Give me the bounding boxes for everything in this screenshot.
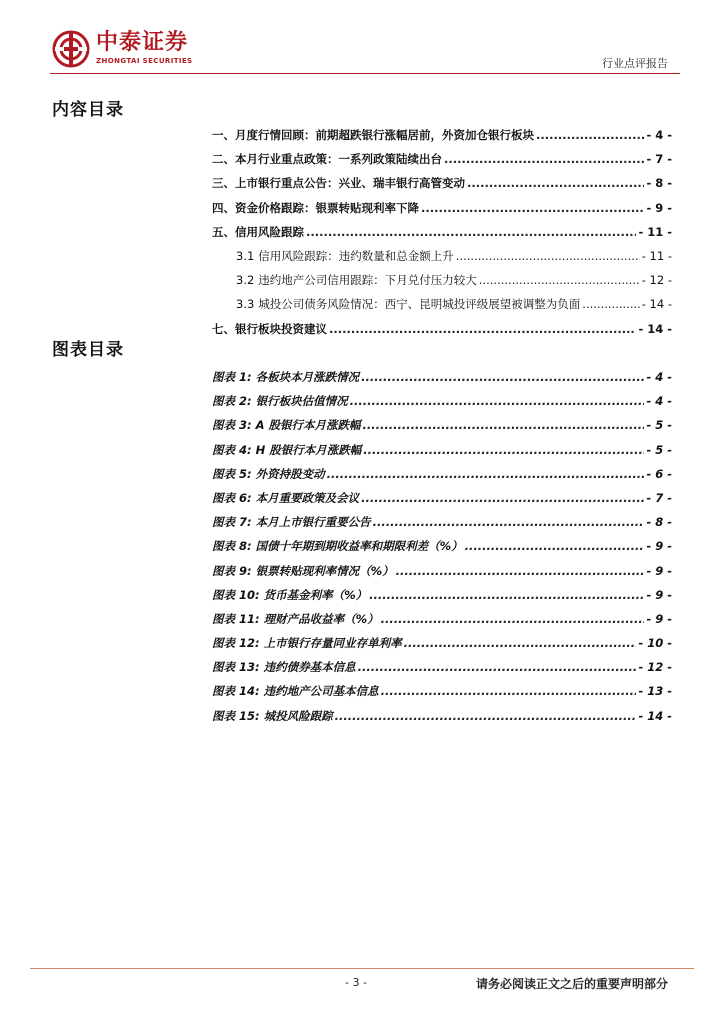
toc-item-text: 七、银行板块投资建议 bbox=[212, 321, 327, 336]
figure-item[interactable] bbox=[212, 466, 672, 490]
figure-caption: 银票转贴现利率情况（%） bbox=[255, 563, 394, 578]
figure-page: - 9 - bbox=[646, 587, 672, 602]
figure-label: 图表 3: bbox=[212, 418, 252, 433]
figure-caption: 货币基金利率（%） bbox=[263, 587, 368, 602]
toc-item-page: - 12 - bbox=[641, 273, 672, 288]
footer-disclaimer: 请务必阅读正文之后的重要声明部分 bbox=[475, 977, 668, 991]
figure-caption: 违约债券基本信息 bbox=[263, 660, 356, 675]
figure-page: - 14 - bbox=[638, 708, 672, 723]
figure-caption: 银行板块估值情况 bbox=[255, 394, 348, 409]
figure-item[interactable] bbox=[212, 369, 672, 393]
figure-label: 图表 7: bbox=[212, 515, 252, 530]
toc-leader bbox=[381, 612, 645, 626]
figure-label: 图表 4: bbox=[212, 442, 252, 457]
toc-item-text: 四、资金价格跟踪：银票转贴现利率下降 bbox=[212, 200, 419, 215]
figure-page: - 7 - bbox=[646, 490, 672, 505]
toc-item-page: - 4 - bbox=[646, 128, 672, 142]
figure-label: 图表 13: bbox=[212, 660, 260, 675]
toc-item[interactable] bbox=[212, 200, 672, 224]
figure-label: 图表 8: bbox=[212, 539, 252, 554]
figure-page: - 9 - bbox=[646, 563, 672, 578]
figure-caption: 各板块本月涨跌情况 bbox=[255, 370, 360, 384]
toc-item-text: 信用风险跟踪：违约数量和总金额上升 bbox=[258, 248, 454, 263]
toc-item-page: - 14 - bbox=[638, 321, 672, 336]
figure-item[interactable] bbox=[212, 635, 672, 659]
figure-label: 图表 5: bbox=[212, 466, 252, 481]
toc-item-page: - 9 - bbox=[646, 200, 672, 215]
figure-caption: A 股银行本月涨跌幅 bbox=[255, 418, 361, 433]
figure-label: 图表 9: bbox=[212, 563, 252, 578]
toc-leader bbox=[358, 660, 637, 674]
figure-label: 图表 11: bbox=[212, 611, 260, 626]
toc-subitem[interactable] bbox=[212, 296, 672, 320]
figures-title: 图表目录 bbox=[52, 340, 124, 360]
figure-page: - 13 - bbox=[638, 684, 672, 699]
figure-label: 图表 2: bbox=[212, 394, 252, 409]
toc-leader bbox=[363, 418, 645, 432]
figure-item[interactable] bbox=[212, 393, 672, 417]
figure-caption: 国债十年期到期收益率和期限利差（%） bbox=[255, 539, 463, 554]
toc-leader bbox=[536, 128, 644, 142]
header-divider bbox=[50, 73, 680, 74]
figure-page: - 5 - bbox=[646, 418, 672, 433]
figure-caption: 理财产品收益率（%） bbox=[263, 611, 379, 626]
toc-item[interactable] bbox=[212, 151, 672, 175]
figure-label: 图表 15: bbox=[212, 708, 260, 723]
toc-item-page: - 7 - bbox=[646, 152, 672, 167]
figure-page: - 4 - bbox=[646, 394, 672, 409]
toc-leader bbox=[361, 491, 644, 505]
toc-subitem[interactable] bbox=[212, 248, 672, 272]
toc-item-page: - 8 - bbox=[646, 176, 672, 191]
figure-item[interactable] bbox=[212, 514, 672, 538]
toc-item-text: 五、信用风险跟踪 bbox=[212, 224, 304, 239]
figure-page: - 5 - bbox=[646, 442, 672, 457]
toc-leader bbox=[465, 539, 645, 553]
figures-list bbox=[212, 369, 672, 732]
toc-subitem-number: 3.2 bbox=[236, 273, 255, 288]
figure-label: 图表 6: bbox=[212, 490, 252, 505]
toc-leader bbox=[329, 322, 636, 336]
figure-item[interactable] bbox=[212, 683, 672, 707]
page-header bbox=[0, 0, 724, 90]
figure-caption: 本月重要政策及会议 bbox=[255, 490, 360, 505]
toc-item-text: 违约地产公司信用跟踪：下月兑付压力较大 bbox=[258, 273, 477, 288]
toc-item[interactable] bbox=[212, 127, 672, 151]
toc-leader bbox=[306, 225, 636, 239]
figure-item[interactable] bbox=[212, 659, 672, 683]
toc-leader bbox=[444, 152, 644, 166]
toc-item[interactable] bbox=[212, 224, 672, 248]
toc-leader bbox=[363, 443, 644, 457]
logo-cn-text: 中泰证券 bbox=[96, 30, 189, 55]
contents-title: 内容目录 bbox=[52, 100, 124, 120]
toc-leader bbox=[350, 394, 645, 408]
toc-item-text: 城投公司债务风险情况：西宁、昆明城投评级展望被调整为负面 bbox=[258, 297, 581, 312]
figure-label: 图表 1: bbox=[212, 370, 252, 384]
toc-leader bbox=[582, 297, 639, 311]
company-logo bbox=[52, 30, 222, 70]
figure-page: - 8 - bbox=[646, 515, 672, 530]
toc-leader bbox=[479, 273, 640, 287]
toc-item-page: - 11 - bbox=[638, 224, 672, 239]
figure-caption: 外资持股变动 bbox=[255, 466, 325, 481]
figure-caption: 本月上市银行重要公告 bbox=[255, 515, 371, 530]
toc-leader bbox=[456, 249, 640, 263]
footer-divider bbox=[30, 968, 694, 969]
figure-page: - 6 - bbox=[646, 466, 672, 481]
figure-label: 图表 14: bbox=[212, 684, 260, 699]
figure-item[interactable] bbox=[212, 563, 672, 587]
toc-leader bbox=[396, 564, 645, 578]
figure-page: - 4 - bbox=[646, 370, 672, 384]
figure-item[interactable] bbox=[212, 417, 672, 441]
figure-item[interactable] bbox=[212, 611, 672, 635]
toc-leader bbox=[335, 709, 637, 723]
figure-item[interactable] bbox=[212, 587, 672, 611]
figure-caption: 违约地产公司基本信息 bbox=[263, 684, 379, 699]
contents-list bbox=[212, 127, 672, 345]
toc-item[interactable] bbox=[212, 321, 672, 345]
report-type-label: 行业点评报告 bbox=[602, 57, 668, 70]
toc-item-text: 三、上市银行重点公告：兴业、瑞丰银行高管变动 bbox=[212, 176, 465, 191]
toc-leader bbox=[404, 636, 637, 650]
toc-leader bbox=[421, 201, 644, 215]
figure-page: - 9 - bbox=[646, 539, 672, 554]
toc-item[interactable] bbox=[212, 175, 672, 199]
toc-subitem[interactable] bbox=[212, 272, 672, 296]
toc-item-text: 二、本月行业重点政策：一系列政策陆续出台 bbox=[212, 152, 442, 167]
figure-caption: 上市银行存量同业存单利率 bbox=[263, 636, 402, 651]
toc-leader bbox=[369, 588, 644, 602]
figure-caption: 城投风险跟踪 bbox=[263, 708, 333, 723]
page-number: - 3 - bbox=[345, 976, 367, 989]
toc-leader bbox=[467, 176, 644, 190]
zhongtai-logo-icon bbox=[52, 30, 90, 68]
toc-leader bbox=[327, 467, 645, 481]
figure-item[interactable] bbox=[212, 442, 672, 466]
figure-page: - 9 - bbox=[646, 611, 672, 626]
figure-label: 图表 10: bbox=[212, 587, 260, 602]
figure-item[interactable] bbox=[212, 708, 672, 732]
figure-page: - 10 - bbox=[638, 636, 672, 651]
toc-leader bbox=[361, 370, 644, 384]
toc-item-page: - 11 - bbox=[641, 248, 672, 263]
toc-subitem-number: 3.1 bbox=[236, 248, 255, 263]
figure-caption: H 股银行本月涨跌幅 bbox=[255, 442, 362, 457]
toc-leader bbox=[381, 684, 637, 698]
figure-item[interactable] bbox=[212, 490, 672, 514]
toc-leader bbox=[373, 515, 645, 529]
toc-item-text: 一、月度行情回顾：前期超跌银行涨幅居前，外资加仓银行板块 bbox=[212, 128, 534, 142]
toc-subitem-number: 3.3 bbox=[236, 297, 255, 312]
figure-label: 图表 12: bbox=[212, 636, 260, 651]
figure-page: - 12 - bbox=[638, 660, 672, 675]
logo-en-text: ZHONGTAI SECURITIES bbox=[96, 57, 193, 65]
toc-item-page: - 14 - bbox=[641, 297, 672, 312]
figure-item[interactable] bbox=[212, 538, 672, 562]
